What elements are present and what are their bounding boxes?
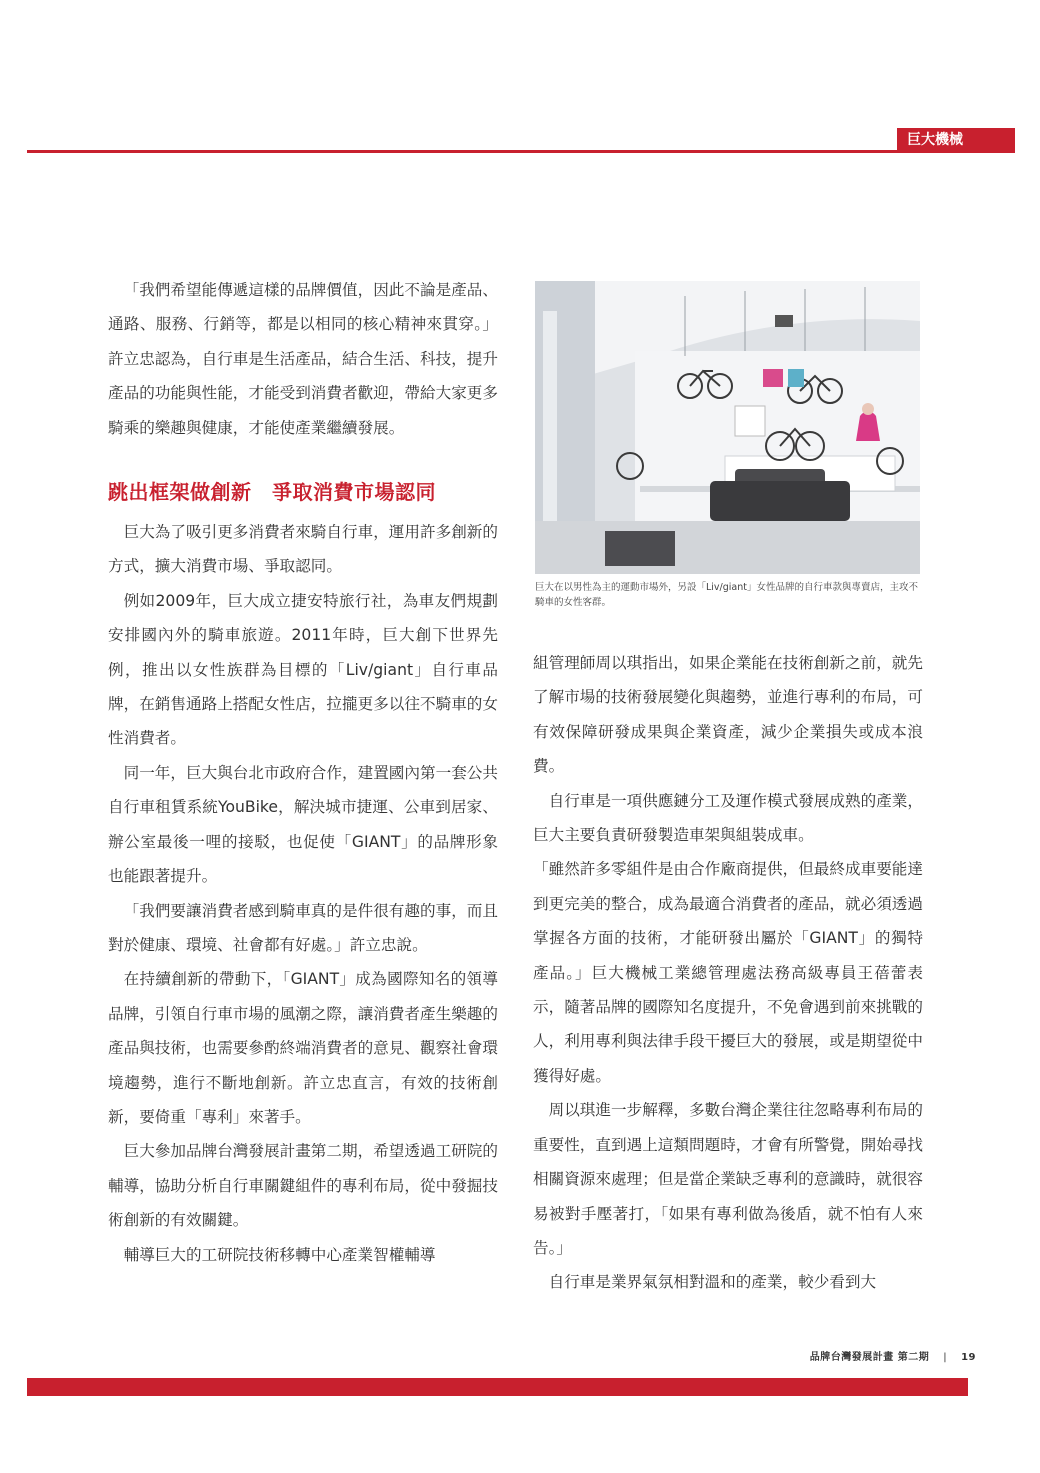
right-column	[533, 646, 923, 1300]
body-paragraph: 周以琪進一步解釋，多數台灣企業往往忽略專利布局的重要性，直到遇上這類問題時，才會有所警覺，開始尋找相關資源來處理；但是當企業缺乏專利的意識時，就很容易被對手壓著打，「如果有專利做為後盾，就不怕有人來告。」	[533, 1101, 923, 1257]
body-paragraph: 自行車是業界氣氛相對溫和的產業，較少看到大	[548, 1273, 877, 1292]
store-photo	[535, 281, 920, 574]
section-heading: 跳出框架做創新 爭取消費市場認同	[108, 480, 436, 505]
body-paragraph: 例如2009年，巨大成立捷安特旅行社，為車友們規劃安排國內外的騎車旅遊。2011年時，巨大創下世界先例，推出以女性族群為目標的「Liv/giant」自行車品牌，在銷售通路上搭配女性店，拉攏更多以往不騎車的女性消費者。	[108, 591, 498, 748]
issue-label: 第二期	[897, 1352, 930, 1363]
publication-name: 品牌台灣發展計畫	[809, 1352, 894, 1363]
body-paragraph: 在持續創新的帶動下，「GIANT」成為國際知名的領導品牌，引領自行車市場的風潮之際，讓消費者產生樂趣的產品與技術，也需要參酌終端消費者的意見、觀察社會環境趨勢，進行不斷地創新。許立忠直言，有效的技術創新，要倚重「專利」來著手。	[108, 970, 498, 1126]
page-number: 19	[961, 1352, 976, 1363]
body-paragraph: 「我們希望能傳遞這樣的品牌價值，因此不論是產品、通路、服務、行銷等，都是以相同的核心精神來貫穿。」許立忠認為，自行車是生活產品，結合生活、科技，提升產品的功能與性能，才能受到消費者歡迎，帶給大家更多騎乘的樂趣與健康，才能使產業繼續發展。	[108, 281, 498, 437]
body-paragraph: 「雖然許多零組件是由合作廠商提供，但最終成車要能達到更完美的整合，成為最適合消費者的產品，就必須透過掌握各方面的技術，才能研發出屬於「GIANT」的獨特產品。」巨大機械工業總管理處法務高級專員王蓓蕾表示，隨著品牌的國際知名度提升，不免會遇到前來挑戰的人，利用專利與法律手段干擾巨大的發展，或是期望從中獲得好處。	[533, 860, 923, 1085]
section-label: 巨大機械	[897, 128, 1015, 153]
bike-store-illustration	[535, 281, 920, 574]
footer-bar	[27, 1378, 968, 1396]
header-rule	[27, 150, 1015, 153]
photo-caption: 巨大在以男性為主的運動市場外，另設「Liv/giant」女性品牌的自行車款與專賣店，主攻不騎車的女性客群。	[535, 582, 918, 608]
body-paragraph: 「我們要讓消費者感到騎車真的是件很有趣的事，而且對於健康、環境、社會都有好處。」許立忠說。	[108, 901, 498, 954]
body-paragraph: 自行車是一項供應鏈分工及運作模式發展成熟的產業，巨大主要負責研發製造車架與組裝成車。	[533, 791, 923, 845]
footer-separator: |	[943, 1352, 948, 1363]
body-paragraph: 巨大參加品牌台灣發展計畫第二期，希望透過工研院的輔導，協助分析自行車關鍵組件的專利布局，從中發掘技術創新的有效關鍵。	[108, 1142, 498, 1230]
body-paragraph: 巨大為了吸引更多消費者來騎自行車，運用許多創新的方式，擴大消費市場、爭取認同。	[108, 523, 498, 576]
page-footer	[810, 1348, 976, 1363]
left-column	[108, 273, 498, 1272]
body-paragraph: 同一年，巨大與台北市政府合作，建置國內第一套公共自行車租賃系統YouBike，解決城市捷運、公車到居家、辦公室最後一哩的接駁，也促使「GIANT」的品牌形象也能跟著提升。	[108, 763, 498, 886]
body-paragraph: 輔導巨大的工研院技術移轉中心產業智權輔導	[123, 1245, 436, 1264]
body-paragraph: 組管理師周以琪指出，如果企業能在技術創新之前，就先了解市場的技術發展變化與趨勢，並進行專利的布局，可有效保障研發成果與企業資產，減少企業損失或成本浪費。	[533, 654, 923, 776]
